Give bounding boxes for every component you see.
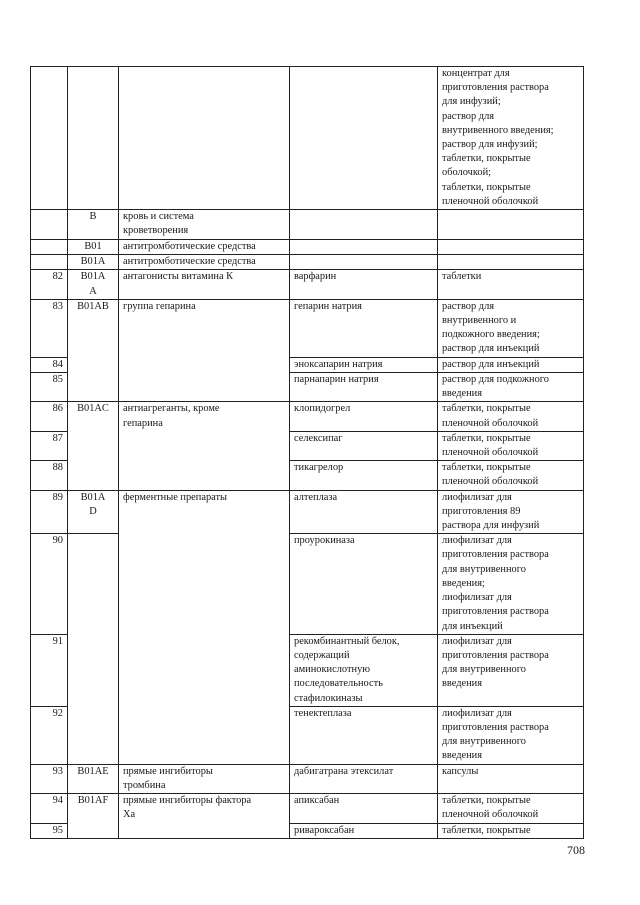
atc-code-empty <box>68 534 119 764</box>
table-row <box>31 255 584 270</box>
atc-code: B01A D <box>68 490 119 534</box>
drug-name: алтеплаза <box>290 490 438 534</box>
row-number: 90 <box>31 534 68 634</box>
drug-name: дабигатрана этексилат <box>290 764 438 793</box>
row-number <box>31 255 68 270</box>
drug-name: проурокиназа <box>290 534 438 634</box>
row-number: 88 <box>31 461 68 490</box>
drug-name: рекомбинантный белок, содержащий аминокислотную последовательность стафилокиназы <box>290 634 438 706</box>
drug-name: гепарин натрия <box>290 299 438 357</box>
dosage-form: раствор для внутривенного и подкожного введения; раствор для инъекций <box>438 299 584 357</box>
dosage-form <box>438 210 584 240</box>
row-number: 95 <box>31 823 68 838</box>
dosage-form: таблетки, покрытые пленочной оболочкой <box>438 794 584 823</box>
row-number: 83 <box>31 299 68 357</box>
row-number <box>31 240 68 255</box>
dosage-form: таблетки, покрытые пленочной оболочкой <box>438 461 584 490</box>
dosage-form: раствор для подкожного введения <box>438 373 584 402</box>
atc-group <box>119 67 290 210</box>
drug-name: варфарин <box>290 270 438 299</box>
atc-group: антитромботические средства <box>119 255 290 270</box>
dosage-form: концентрат для приготовления раствора для инфузий; раствор для внутривенного введения; раствор для инфузий; таблетки, покрытые оболочкой; таблетки, покрытые пленочной оболочкой <box>438 67 584 210</box>
dosage-form: лиофилизат для приготовления раствора для внутривенного введения; лиофилизат для приготовления раствора для инъекций <box>438 534 584 634</box>
dosage-form: капсулы <box>438 764 584 793</box>
row-number: 84 <box>31 357 68 372</box>
dosage-form: лиофилизат для приготовления раствора для внутривенного введения <box>438 706 584 764</box>
drug-name: апиксабан <box>290 794 438 823</box>
atc-group: ферментные препараты <box>119 490 290 764</box>
row-number: 91 <box>31 634 68 706</box>
row-number <box>31 67 68 210</box>
atc-code: B01AB <box>68 299 119 402</box>
atc-code: B01AE <box>68 764 119 793</box>
drug-name: клопидогрел <box>290 402 438 431</box>
drug-name: селексипаг <box>290 431 438 460</box>
row-number: 82 <box>31 270 68 299</box>
atc-group: кровь и система кроветворения <box>119 210 290 240</box>
drug-name <box>290 210 438 240</box>
atc-code: B01A A <box>68 270 119 299</box>
dosage-form: раствор для инъекций <box>438 357 584 372</box>
table-row <box>31 534 584 634</box>
drug-list-table <box>30 66 584 839</box>
row-number: 89 <box>31 490 68 534</box>
row-number: 93 <box>31 764 68 793</box>
drug-name: тикагрелор <box>290 461 438 490</box>
atc-code: B01AF <box>68 794 119 839</box>
table-row <box>31 490 584 534</box>
table-row <box>31 764 584 793</box>
atc-code: B01 <box>68 240 119 255</box>
page-number: 708 <box>567 843 585 857</box>
atc-code: B01A <box>68 255 119 270</box>
table-row <box>31 402 584 431</box>
table-row <box>31 67 584 210</box>
row-number: 94 <box>31 794 68 823</box>
atc-group: антитромботические средства <box>119 240 290 255</box>
drug-name <box>290 67 438 210</box>
table-row <box>31 240 584 255</box>
atc-code <box>68 67 119 210</box>
drug-name: ривароксабан <box>290 823 438 838</box>
dosage-form: лиофилизат для приготовления 89 раствора для инфузий <box>438 490 584 534</box>
atc-group: антагонисты витамина К <box>119 270 290 299</box>
drug-name: парнапарин натрия <box>290 373 438 402</box>
drug-name <box>290 255 438 270</box>
dosage-form <box>438 255 584 270</box>
drug-name: эноксапарин натрия <box>290 357 438 372</box>
drug-name <box>290 240 438 255</box>
row-number: 87 <box>31 431 68 460</box>
table-row <box>31 794 584 823</box>
dosage-form: таблетки <box>438 270 584 299</box>
row-number: 86 <box>31 402 68 431</box>
atc-code: B <box>68 210 119 240</box>
table-row <box>31 210 584 240</box>
atc-group: прямые ингибиторы фактора Xa <box>119 794 290 839</box>
dosage-form: таблетки, покрытые <box>438 823 584 838</box>
dosage-form <box>438 240 584 255</box>
table-row <box>31 270 584 299</box>
atc-group: прямые ингибиторы тромбина <box>119 764 290 793</box>
dosage-form: лиофилизат для приготовления раствора для внутривенного введения <box>438 634 584 706</box>
row-number: 92 <box>31 706 68 764</box>
drug-name: тенектеплаза <box>290 706 438 764</box>
atc-group: антиагреганты, кроме гепарина <box>119 402 290 490</box>
dosage-form: таблетки, покрытые пленочной оболочкой <box>438 431 584 460</box>
row-number: 85 <box>31 373 68 402</box>
table-row <box>31 299 584 357</box>
row-number <box>31 210 68 240</box>
atc-group: группа гепарина <box>119 299 290 402</box>
dosage-form: таблетки, покрытые пленочной оболочкой <box>438 402 584 431</box>
atc-code: B01AC <box>68 402 119 490</box>
